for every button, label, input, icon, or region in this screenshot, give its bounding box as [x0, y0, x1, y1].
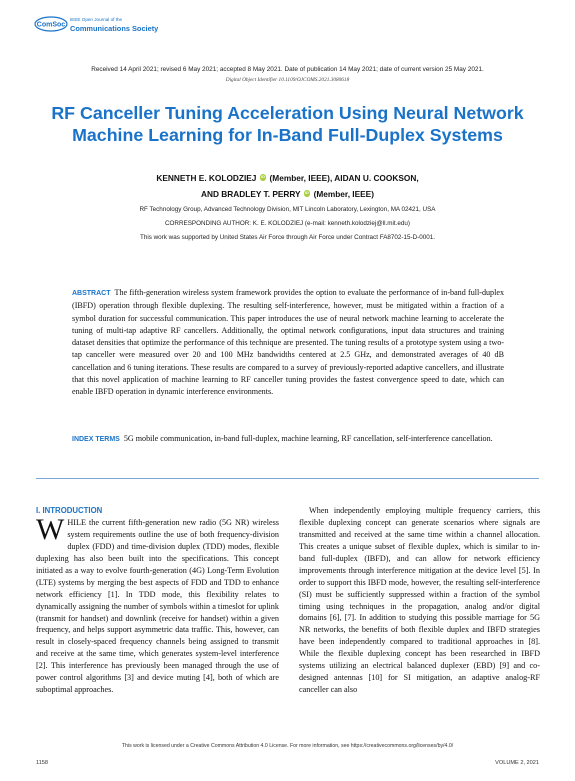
license-note: This work is licensed under a Creative Commons Attribution 4.0 License. For more information, see https://creativecommons.org/licenses/by/4.0/	[121, 743, 454, 749]
section-divider	[36, 478, 539, 479]
paper-title: RF Canceller Tuning Acceleration Using Neural Network Machine Learning for In-Band Full-Duplex Systems	[51, 103, 524, 145]
index-terms-label: INDEX TERMS	[72, 436, 120, 443]
orcid-icon[interactable]: iD	[260, 174, 265, 179]
orcid-icon[interactable]: iD	[305, 190, 310, 195]
page-number: 1158	[36, 760, 49, 766]
authors-line1	[0, 173, 575, 183]
abstract-text: The fifth-generation wireless system framework provides the option to evaluate the performance of in-band full-duplex (IBFD) operation through flexible duplexing. The resulting self-interference, however, must be mitigated within a fraction of a symbol duration for successful communication. This paper introduces the use of neural network machine learning to accelerate the tuning of multi-tap adaptive RF cancellers. Additionally, the optimal network configurations, input data structures and training dataset densities that optimize the performance of this technique are presented. The tuning results of a prototype system using a two-tap canceller were measured over 20 and 100 MHz bandwidths centered at 2.5 GHz, and demonstrated averages of 40 dB cancellation and 6 tuning iterations. These results are compared to a survey of previously-reported adaptive cancellers, and illustrate that this novel application of machine learning to RF canceller tuning provides the fastest convergence speed to date, which can enable IBFD operation in dynamic interference environments.	[72, 288, 504, 397]
volume-info: VOLUME 2, 2021	[495, 760, 539, 766]
funding-note: This work was supported by United States Air Force through Air Force under Contract FA8702-15-D-0001.	[139, 234, 436, 241]
doi: Digital Object Identifier 10.1109/OJCOMS.2021.3080618	[225, 77, 350, 83]
author-perry: AND BRADLEY T. PERRY	[201, 189, 301, 199]
author-cookson: AIDAN U. COOKSON,	[334, 173, 419, 183]
publication-dates: Received 14 April 2021; revised 6 May 2021; accepted 8 May 2021. Date of publication 14 May 2021; date of current version 25 May 2021.	[91, 66, 484, 73]
section-heading: I. INTRODUCTION	[36, 506, 103, 515]
authors-line2	[0, 189, 575, 199]
author-kolodziej-membership: (Member, IEEE),	[269, 173, 333, 183]
comsoc-logo	[34, 14, 68, 34]
body-column-right	[299, 505, 540, 696]
index-terms-text: 5G mobile communication, in-band full-duplex, machine learning, RF cancellation, self-interference cancellation.	[123, 434, 493, 443]
corresponding-author: CORRESPONDING AUTHOR: K. E. KOLODZIEJ (e-mail: kenneth.kolodziej@ll.mit.edu)	[164, 220, 411, 227]
index-terms	[72, 433, 504, 446]
journal-name-line2: Communications Society	[70, 24, 159, 33]
body-column-left	[36, 513, 279, 696]
journal-name	[70, 15, 158, 33]
author-kolodziej: KENNETH E. KOLODZIEJ	[156, 173, 257, 183]
intro-paragraph-1: HILE the current fifth-generation new radio (5G NR) wireless system requirements outline the use of both frequency-division duplex (FDD) and time-division duplex (TDD) modes, flexible duplexing has also been built into the specifications. This concept initiated as a way to evolve fourth-generation (4G) Long-Term Evolution (LTE) systems by merging the best aspects of FDD and TDD to enhance network efficiency [1]. In TDD mode, this flexibility relates to dynamically assigning the number of symbols within a timeslot for uplink (transmit for handset) and downlink (receive for handset) within a given frequency, and helps support asymmetric data traffic. This, however, can result in closely-spaced frequency channels being assigned to transmit and receive at the same time, which generates system-level interference [2]. This interference has previously been managed through the use of power control algorithms [3] and device muting [4], both of which are suboptimal approaches.	[36, 518, 279, 695]
affiliation: RF Technology Group, Advanced Technology Division, MIT Lincoln Laboratory, Lexington, MA 02421, USA	[139, 206, 436, 213]
drop-cap: W	[36, 513, 65, 546]
author-perry-membership: (Member, IEEE)	[313, 189, 374, 199]
intro-paragraph-2: When independently employing multiple frequency carriers, this flexible duplexing concept can generate scenarios where signals are transmitted and received at the same time within a channel allocation. This creates a unique subset of flexible duplex, which is similar to in-band full-duplex (IBFD), and can allow for network efficiency improvements through interference mitigation at the device level [5]. In order to support this IBFD mode, however, the resulting self-interference (SI) must be sufficiently suppressed within a fraction of the symbol timing using techniques in the propagation, analog and/or digital domains [6], [7]. In addition to studying this possible marriage for 5G NR networks, the benefits of both flexible duplex and IBFD strategies have been independently compared to traditional approaches in [8]. While the flexible duplexing concept has been researched in IBFD systems utilizing an electrical balanced duplexer (EBD) [9] and co-designed antennas [10] for SI mitigation, an adaptive analog-RF canceller can also	[299, 506, 540, 695]
journal-name-line1: IEEE Open Journal of the	[70, 17, 123, 22]
logo-text: ComSoc	[36, 21, 66, 29]
abstract-label: ABSTRACT	[72, 290, 111, 297]
abstract	[72, 287, 504, 399]
